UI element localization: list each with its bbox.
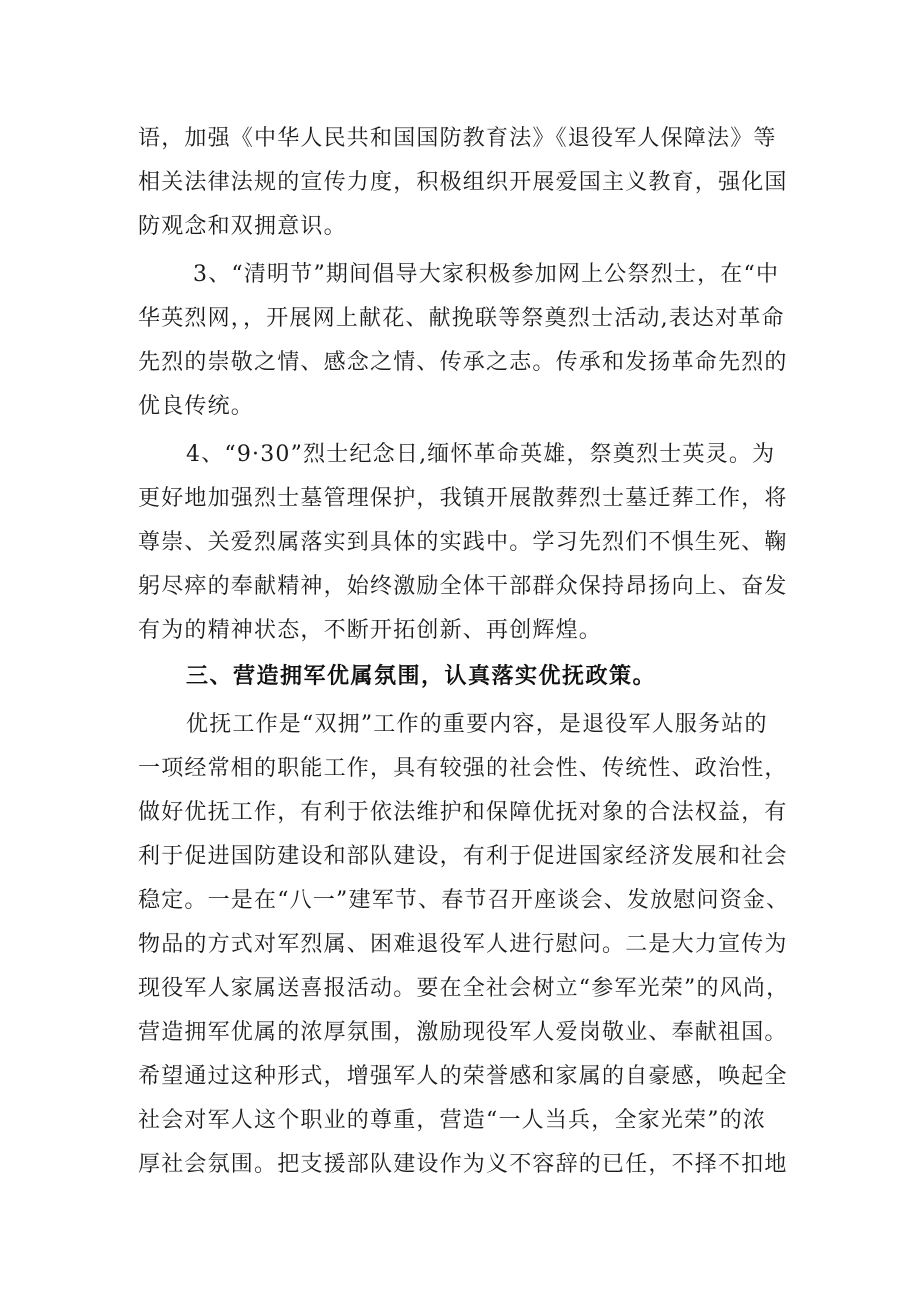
text-line: 躬尽瘁的奉献精神，始终激励全体干部群众保持昂扬向上、奋发 bbox=[138, 574, 788, 599]
text-line: 优良传统。 bbox=[138, 394, 255, 419]
text-line: 更好地加强烈士墓管理保护，我镇开展散葬烈士墓迁葬工作，将 bbox=[138, 486, 788, 511]
text-line: 防观念和双拥意识。 bbox=[138, 214, 347, 239]
text-line: 3、“清明节”期间倡导大家积极参加网上公祭烈士，在“中 bbox=[193, 262, 780, 287]
text-line: 做好优抚工作，有利于依法维护和保障优抚对象的合法权益，有 bbox=[138, 800, 788, 825]
text-line: 先烈的崇敬之情、感念之情、传承之志。传承和发扬革命先烈的 bbox=[138, 350, 788, 375]
text-line: 利于促进国防建设和部队建设，有利于促进国家经济发展和社会 bbox=[138, 844, 788, 869]
text-line: 物品的方式对军烈属、困难退役军人进行慰问。二是大力宣传为 bbox=[138, 932, 788, 957]
text-line: 华英烈网，，开展网上献花、献挽联等祭奠烈士活动,表达对革命 bbox=[138, 306, 785, 331]
text-line: 社会对军人这个职业的尊重，营造“一人当兵，全家光荣”的浓 bbox=[138, 1108, 767, 1133]
text-line: 希望通过这种形式，增强军人的荣誉感和家属的自豪感，唤起全 bbox=[138, 1064, 788, 1089]
text-line: 有为的精神状态，不断开拓创新、再创辉煌。 bbox=[138, 618, 603, 643]
text-line: 相关法律法规的宣传力度，积极组织开展爱国主义教育，强化国 bbox=[138, 170, 788, 195]
section-heading: 三、营造拥军优属氛围，认真落实优抚政策。 bbox=[186, 664, 657, 689]
text-line: 语，加强《中华人民共和国国防教育法》《退役军人保障法》等 bbox=[138, 126, 777, 151]
text-line: 4、“9·30”烈士纪念日,缅怀革命英雄，祭奠烈士英灵。为 bbox=[186, 442, 776, 467]
text-line: 尊崇、关爱烈属落实到具体的实践中。学习先烈们不惧生死、鞠 bbox=[138, 530, 788, 555]
text-line: 厚社会氛围。把支援部队建设作为义不容辞的已任，不择不扣地 bbox=[138, 1152, 788, 1177]
text-line: 营造拥军优属的浓厚氛围，激励现役军人爱岗敬业、奉献祖国。 bbox=[138, 1020, 788, 1045]
text-line: 优抚工作是“双拥”工作的重要内容，是退役军人服务站的 bbox=[186, 712, 768, 737]
text-line: 稳定。一是在“八一”建军节、春节召开座谈会、发放慰问资金、 bbox=[138, 888, 790, 913]
text-line: 一项经常相的职能工作，具有较强的社会性、传统性、政治性， bbox=[138, 756, 788, 781]
text-line: 现役军人家属送喜报活动。要在全社会树立“参军光荣”的风尚， bbox=[138, 976, 790, 1001]
